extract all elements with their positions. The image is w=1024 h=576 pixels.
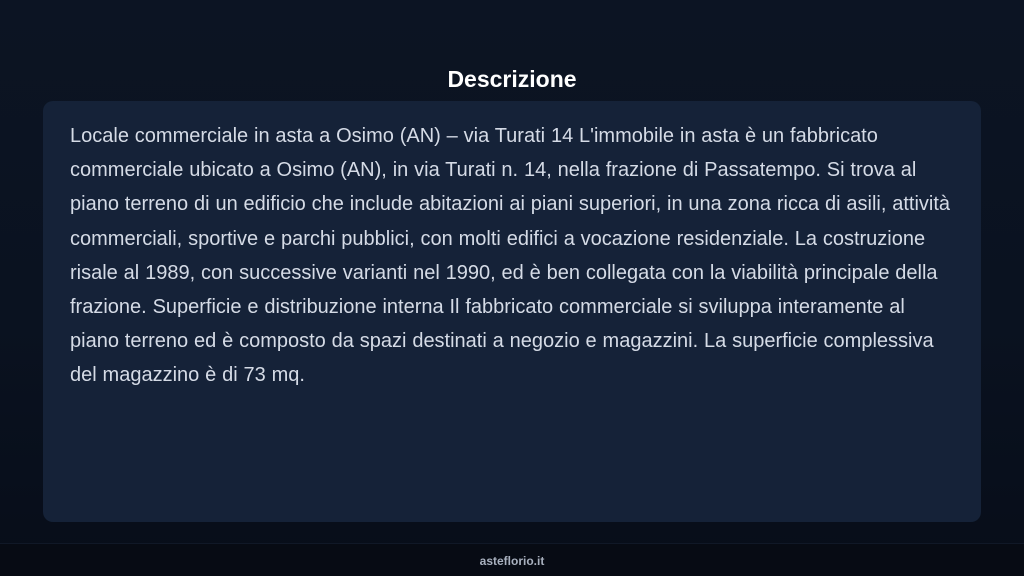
section-title: Descrizione [447, 66, 577, 93]
footer-bar [0, 543, 1024, 576]
description-card [43, 101, 981, 522]
footer-site-name: asteflorio.it [479, 554, 545, 568]
description-text: Locale commerciale in asta a Osimo (AN) – via Turati 14 L'immobile in asta è un fabbricato commerciale ubicato a Osimo (AN), in via Turati n. 14, nella frazione di Passatempo. Si trova al piano terreno di un edificio che include abitazioni ai piani superiori, in una zona ricca di asili, attività commerciali, sportive e parchi pubblici, con molti edifici a vocazione residenziale. La costruzione risale al 1989, con successive varianti nel 1990, ed è ben collegata con la viabilità principale della frazione. Superficie e distribuzione interna Il fabbricato commerciale si sviluppa interamente al piano terreno ed è composto da spazi destinati a negozio e magazzini. La superficie complessiva del magazzino è di 73 mq. [70, 125, 951, 387]
